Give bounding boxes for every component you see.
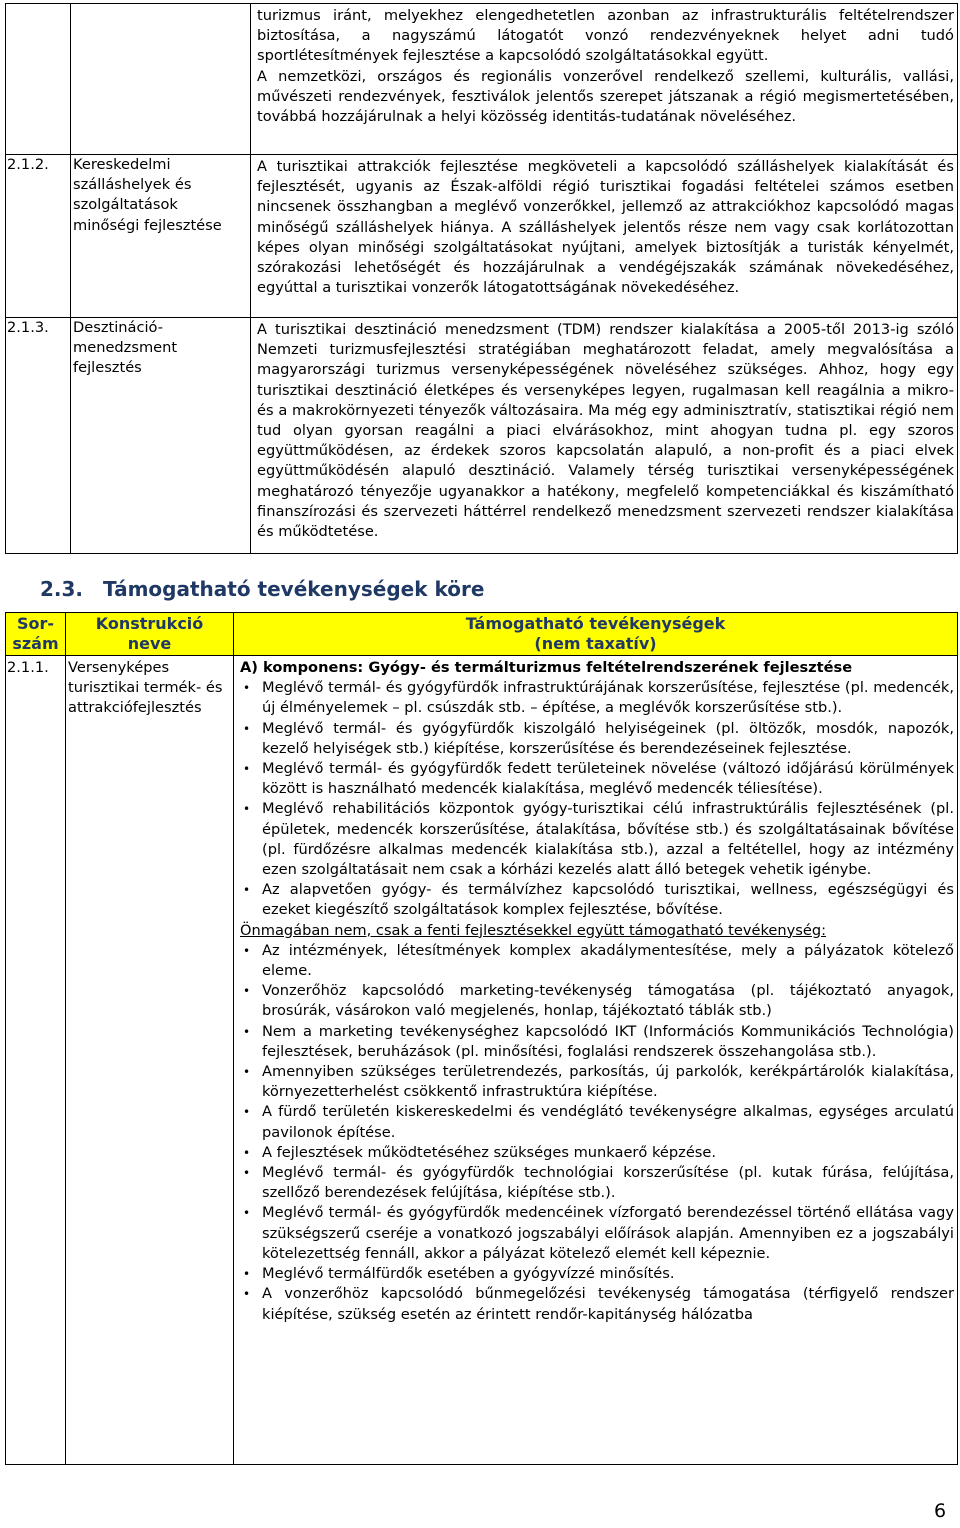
row-number-cell — [6, 656, 66, 1465]
list-item-text: Meglévő rehabilitációs központok gyógy-turisztikai célú infrastruktúrális fejlesztésének (pl. épületek, medencék korszerűsítése, átalakítása, bővítése stb.) és szolgáltatásainak bővítése (pl. fürdőzésre alkalmas medencék kialakítása stb.), azzal a feltétellel, hogy az intézmény ezen szolgáltatásait nem csak a kórházi kezelés alatt álló betegek vehetik igénybe. — [262, 800, 954, 879]
bullet-icon: • — [243, 1065, 251, 1080]
list-item-text: Meglévő termálfürdők esetében a gyógyvízzé minősítés. — [262, 1265, 675, 1283]
header-construction-name — [66, 613, 234, 656]
list-item — [243, 1102, 954, 1142]
bullet-icon: • — [243, 1145, 251, 1160]
page-number: 6 — [934, 1500, 947, 1522]
table-row — [6, 4, 958, 155]
bullet-icon: • — [243, 1267, 251, 1282]
list-item-text: Meglévő termál- és gyógyfürdők kiszolgáló helyiségeinek (pl. öltözők, mosdók, napozók, kezelő helyiségek stb.) kiépítése, korszerűsítése és berendezéseinek fejlesztése. — [262, 719, 954, 757]
list-item-text: A vonzerőhöz kapcsolódó bűnmegelőzési tevékenység támogatása (térfigyelő rendszer kiépítése, szükség esetén az érintett rendőr-kapitánység hálózatba — [262, 1285, 954, 1323]
activities-table — [5, 612, 958, 1465]
section-heading — [40, 576, 484, 602]
paragraph: turizmus iránt, melyekhez elengedhetetlen azonban az infrastrukturális feltételrendszer biztosítása, a nagyszámú látogatót vonzó rendezvényeknek helyet adni tudó sportlétesítmények fejlesztése a kapcsolódó szolgáltatásokkal együtt. — [257, 7, 954, 65]
activity-list — [240, 678, 954, 920]
bullet-icon: • — [243, 721, 251, 736]
paragraph: A turisztikai desztináció menedzsment (TDM) rendszer kialakítása a 2005-től 2013-ig szóló Nemzeti turizmusfejlesztési stratégiában meghatározott feladat, amely megvalósítása a magyarországi turizmus versenyképességének növeléséhez szükséges. Ahhoz, hogy egy turisztikai desztináció életképes és versenyképes legyen, rugalmasan kell reagálnia a mikro- és a makrokörnyezeti tényezők változásaira. Ma még egy adminisztratív, statisztikai régió nem tud olyan gyorsan reagálni a piaci elvárásokhoz, mint ahogyan tudna pl. egy szoros együttműködésen, az érdekek szoros kapcsolatán alapuló, a non-profit és a piaci elvek együttműködésén alapuló desztináció. Valamely térség turisztikai versenyképességének meghatározó tényezője ugyanakkor a hatékony, megfelelő kompetenciákkal és kiszámítható finanszírozási és szervezeti háttérrel rendelkező menedzsment szervezeti rendszer kialakítása és működtetése. — [257, 321, 954, 541]
row-description-cell — [251, 4, 958, 155]
row-number-cell — [6, 318, 71, 554]
row-number: 2.1.1. — [7, 659, 49, 676]
list-item — [243, 1143, 954, 1163]
bullet-icon: • — [243, 1206, 251, 1221]
list-item — [243, 799, 954, 880]
list-item-text: Meglévő termál- és gyógyfürdők medencéinek vízforgató berendezéssel történő ellátása vagy szükségszerű cseréje a vonatkozó jogszabályi előírások alapján. Amennyiben ez a jogszabályi kötelezettség fennáll, akkor a pályázat kötelező elemét kell képeznie. — [262, 1204, 954, 1262]
bullet-icon: • — [243, 762, 251, 777]
row-title-cell — [71, 318, 251, 554]
row-title: Kereskedelmi szálláshelyek és szolgáltatások minőségi fejlesztése — [73, 156, 222, 234]
list-item-text: Meglévő termál- és gyógyfürdők technológiai korszerűsítése (pl. kutak fúrása, felújítása, szellőző berendezések felújítása, kiépítése stb.). — [262, 1164, 954, 1202]
section-title: Támogatható tevékenységek köre — [103, 577, 485, 601]
table-row — [6, 155, 958, 318]
row-title-cell — [66, 656, 234, 1465]
row-title-cell — [71, 4, 251, 155]
list-item — [243, 1264, 954, 1284]
list-item — [243, 981, 954, 1021]
list-item — [243, 1203, 954, 1264]
header-line: Sor- — [16, 614, 55, 633]
list-item — [243, 1022, 954, 1062]
row-description-cell — [251, 318, 958, 554]
header-line: Konstrukció — [95, 614, 204, 633]
header-line: neve — [127, 634, 172, 653]
header-line: szám — [12, 634, 59, 653]
list-item-text: Meglévő termál- és gyógyfürdők infrastruktúrájának korszerűsítése, fejlesztése (pl. medencék, új élményelemek – pl. csúszdák stb. – építése, a meglévők korszerűsítése stb.). — [262, 679, 954, 717]
list-item — [243, 719, 954, 759]
list-item — [243, 880, 954, 920]
list-item-text: Amennyiben szükséges területrendezés, parkosítás, új parkolók, kerékpártárolók kialakítása, környezetterhelést csökkentő infrastruktúra kiépítése. — [262, 1063, 954, 1101]
header-line: Támogatható tevékenységek — [465, 614, 726, 633]
list-item — [243, 1163, 954, 1203]
bullet-icon: • — [243, 943, 251, 958]
bullet-icon: • — [243, 1166, 251, 1181]
row-activities-cell — [234, 656, 958, 1465]
list-item — [243, 1284, 954, 1324]
header-row-number — [6, 613, 66, 656]
paragraph: A turisztikai attrakciók fejlesztése megköveteli a kapcsolódó szálláshelyek kialakítását és fejlesztését, ugyanis az Észak-alföldi régió turisztikai fogadási feltételei számos esetben nincsenek összhangban a meglévő vonzerőkkel, jellemző az attrakciókhoz kapcsolódó magas minőségű szálláshelyek hiánya. A szálláshelyek jelentős része nem vagy csak korlátozottan képes olyan minőségi szolgáltatásokat nyújtani, amelyek biztosítják a turisták kényelmét, szórakozási lehetőségét és hozzájárulnak a vendégéjszakák számának növekedéséhez, egyúttal a turisztikai vonzerők látogatottságának növekedéséhez. — [257, 158, 954, 297]
bullet-icon: • — [243, 984, 251, 999]
row-number-cell — [6, 4, 71, 155]
row-title-cell — [71, 155, 251, 318]
row-description-cell — [251, 155, 958, 318]
header-supported-activities — [234, 613, 958, 656]
paragraph: A nemzetközi, országos és regionális vonzerővel rendelkező szellemi, kulturális, vallási, művészeti rendezvények, fesztiválok jelentős szerepet játszanak a régió megismertetésében, továbbá hozzájárulnak a helyi közösség identitás-tudatának növeléséhez. — [257, 67, 954, 126]
bullet-icon: • — [243, 681, 251, 696]
header-line: (nem taxatív) — [534, 634, 657, 653]
list-item-text: Az alapvetően gyógy- és termálvízhez kapcsolódó turisztikai, wellness, egészségügyi és ezeket kiegészítő szolgáltatások komplex fejlesztése, bővítése. — [262, 881, 954, 919]
bullet-icon: • — [243, 1024, 251, 1039]
list-item-text: A fejlesztések működtetéséhez szükséges munkaerő képzése. — [262, 1143, 717, 1161]
list-item — [243, 1062, 954, 1102]
table-row — [6, 656, 958, 1465]
component-title: A) komponens: Gyógy- és termálturizmus feltételrendszerének fejlesztése — [240, 659, 853, 676]
row-number: 2.1.3. — [7, 319, 49, 336]
row-title: Versenyképes turisztikai termék- és attrakciófejlesztés — [68, 659, 223, 717]
supplementary-note: Önmagában nem, csak a fenti fejlesztésekkel együtt támogatható tevékenység: — [240, 921, 827, 939]
list-item-text: Vonzerőhöz kapcsolódó marketing-tevékenység támogatása (pl. tájékoztató anyagok, brosúrák, vásárokon való megjelenés, honlap, tájékoztató táblák stb.) — [262, 982, 954, 1020]
bullet-icon: • — [243, 1287, 251, 1302]
list-item-text: A fürdő területén kiskereskedelmi és vendéglátó tevékenységre alkalmas, egységes arculatú pavilonok építése. — [262, 1103, 954, 1141]
table-row — [6, 318, 958, 554]
section-number: 2.3. — [40, 577, 84, 601]
bullet-icon: • — [243, 802, 251, 817]
list-item-text: Az intézmények, létesítmények komplex akadálymentesítése, mely a pályázatok kötelező eleme. — [262, 941, 954, 980]
row-number-cell — [6, 155, 71, 318]
supplementary-activity-list — [240, 941, 954, 1325]
bullet-icon: • — [243, 1105, 251, 1120]
list-item-text: Meglévő termál- és gyógyfürdők fedett területeinek növelése (változó időjárású körülmények között is használható medencék kialakítása, meglévő medencék téliesítése). — [262, 760, 954, 798]
list-item — [243, 759, 954, 799]
list-item — [243, 678, 954, 718]
table-header-row — [6, 613, 958, 656]
row-title: Desztináció-menedzsment fejlesztés — [73, 319, 178, 377]
list-item-text: Nem a marketing tevékenységhez kapcsolódó IKT (Információs Kommunikációs Technológia) fejlesztések, beruházások (pl. minősítési, foglalási rendszerek összehangolása stb.). — [262, 1022, 954, 1060]
list-item — [243, 941, 954, 981]
row-number: 2.1.2. — [7, 156, 49, 173]
bullet-icon: • — [243, 883, 251, 898]
top-continuation-table — [5, 3, 958, 554]
